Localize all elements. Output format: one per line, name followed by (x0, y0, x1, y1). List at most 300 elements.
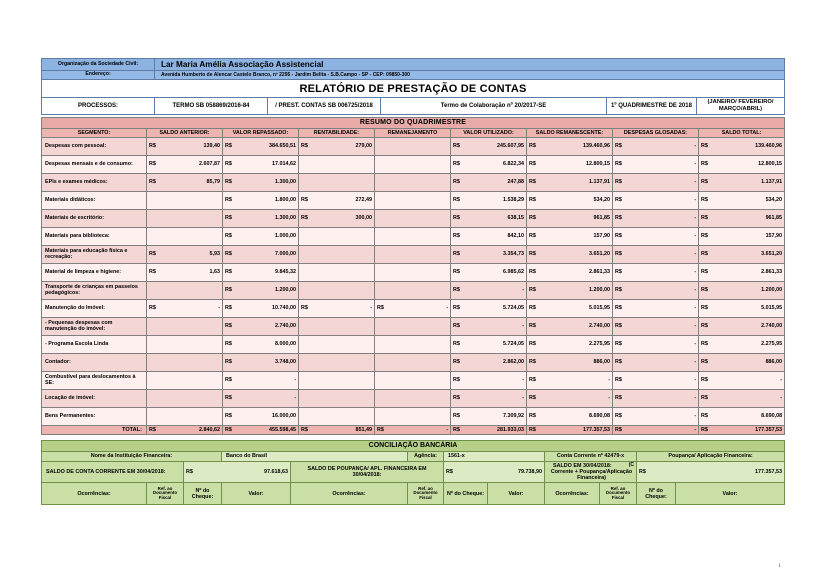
cell-saldo-anterior (147, 335, 223, 353)
currency-symbol: R$ (453, 233, 460, 240)
conciliation-table (41, 440, 785, 505)
cell-saldo-anterior (147, 209, 223, 227)
cell-despesas-glosadas (613, 263, 699, 281)
currency-symbol: R$ (453, 427, 460, 434)
currency-symbol: R$ (529, 179, 536, 186)
cell-rentabilidade (299, 137, 375, 155)
currency-symbol: R$ (529, 287, 536, 294)
value-header-2: Valor: (488, 483, 545, 505)
fiscal-doc-header-2: Ref. ao Documento Fiscal (408, 483, 444, 505)
cell-remanejamento (375, 353, 451, 371)
cell-valor-repassado (223, 389, 299, 407)
conciliation-band-row (42, 441, 785, 452)
value: - (294, 377, 296, 384)
currency-symbol: R$ (529, 305, 536, 312)
currency-symbol: R$ (225, 323, 232, 330)
cell-saldo-anterior (147, 407, 223, 425)
total-balance-label (545, 461, 637, 483)
table-row (42, 263, 785, 281)
value: 2.862,00 (503, 359, 524, 366)
value: 300,00 (355, 215, 372, 222)
currency-symbol: R$ (149, 251, 156, 258)
currency-symbol: R$ (225, 287, 232, 294)
cell-rentabilidade (299, 227, 375, 245)
total-saldo-anterior (147, 425, 223, 434)
currency-symbol: R$ (529, 161, 536, 168)
cell-saldo-total (699, 155, 785, 173)
summary-band-title: RESUMO DO QUADRIMESTRE (42, 117, 785, 128)
currency-symbol: R$ (529, 395, 536, 402)
currency-symbol: R$ (446, 468, 453, 475)
occurrences-header-1: Ocorrências: (42, 483, 147, 505)
row-segment-label: Locação de imóvel: (42, 389, 147, 407)
currency-symbol: R$ (701, 269, 708, 276)
col-rentabilidade: RENTABILIDADE: (299, 128, 375, 137)
cell-rentabilidade (299, 263, 375, 281)
currency-symbol: R$ (225, 251, 232, 258)
cell-remanejamento (375, 335, 451, 353)
cell-saldo-remanescente (527, 263, 613, 281)
cell-valor-repassado (223, 245, 299, 263)
value: - (694, 287, 696, 294)
table-row (42, 371, 785, 389)
currency-symbol: R$ (529, 215, 536, 222)
cell-saldo-total (699, 299, 785, 317)
value: - (522, 377, 524, 384)
value: - (608, 377, 610, 384)
currency-symbol: R$ (377, 427, 384, 434)
cell-valor-repassado (223, 263, 299, 281)
cell-saldo-remanescente (527, 335, 613, 353)
table-row (42, 353, 785, 371)
org-row (42, 59, 785, 71)
total-valor-utilizado (451, 425, 527, 434)
cell-saldo-remanescente (527, 227, 613, 245)
col-saldo-total: SALDO TOTAL: (699, 128, 785, 137)
table-row (42, 407, 785, 425)
currency-symbol: R$ (149, 179, 156, 186)
currency-symbol: R$ (453, 143, 460, 150)
value: 17.014,62 (272, 161, 296, 168)
address-value: Avenida Humberto de Alencar Castelo Branco, nº 2295 - Jardim Belita - S.B.Campo - SP - CEP: 09850-300 (155, 71, 785, 80)
cell-despesas-glosadas (613, 155, 699, 173)
currency-symbol: R$ (453, 395, 460, 402)
check-number-header-3: Nº do Cheque: (637, 483, 676, 505)
cell-saldo-anterior (147, 353, 223, 371)
table-row (42, 191, 785, 209)
cell-remanejamento (375, 407, 451, 425)
row-segment-label: Materiais de escritório: (42, 209, 147, 227)
total-balance-prefix: (C (628, 461, 634, 468)
cell-despesas-glosadas (613, 209, 699, 227)
cell-valor-repassado (223, 155, 299, 173)
cell-valor-utilizado (451, 191, 527, 209)
currency-symbol: R$ (453, 323, 460, 330)
value: 961,85 (593, 215, 610, 222)
currency-symbol: R$ (701, 233, 708, 240)
cell-despesas-glosadas (613, 317, 699, 335)
cell-saldo-anterior (147, 263, 223, 281)
currency-symbol: R$ (453, 161, 460, 168)
value: 1.137,91 (761, 179, 783, 186)
value: 139.460,96 (583, 143, 610, 150)
total-remanejamento (375, 425, 451, 434)
cell-despesas-glosadas (613, 407, 699, 425)
value: 177.357,53 (583, 427, 610, 434)
cell-valor-repassado (223, 299, 299, 317)
cell-valor-utilizado (451, 407, 527, 425)
row-segment-label: Materiais para biblioteca: (42, 227, 147, 245)
cell-despesas-glosadas (613, 353, 699, 371)
value: 139.460,96 (755, 143, 783, 150)
table-row (42, 389, 785, 407)
cell-saldo-remanescente (527, 191, 613, 209)
currency-symbol: R$ (701, 251, 708, 258)
currency-symbol: R$ (301, 215, 308, 222)
cell-valor-utilizado (451, 245, 527, 263)
row-segment-label: Material de limpeza e higiene: (42, 263, 147, 281)
table-row (42, 335, 785, 353)
cell-saldo-total (699, 137, 785, 155)
value: 139,40 (203, 143, 220, 150)
col-despesas-glosadas: DESPESAS GLOSADAS: (613, 128, 699, 137)
value: 12.800,15 (586, 161, 610, 168)
value: 8.690,08 (761, 413, 783, 420)
cell-rentabilidade (299, 245, 375, 263)
row-segment-label: Materiais para educação física e recreação: (42, 245, 147, 263)
currency-symbol: R$ (225, 269, 232, 276)
fiscal-doc-header-3: Ref. ao Documento Fiscal (600, 483, 637, 505)
table-row (42, 245, 785, 263)
col-saldo-anterior: SALDO ANTERIOR: (147, 128, 223, 137)
currency-symbol: R$ (301, 427, 308, 434)
currency-symbol: R$ (615, 413, 622, 420)
currency-symbol: R$ (615, 179, 622, 186)
address-row (42, 71, 785, 80)
cell-valor-utilizado (451, 281, 527, 299)
cell-saldo-total (699, 191, 785, 209)
balances-row (42, 461, 785, 483)
cell-saldo-total (699, 371, 785, 389)
value: 5.015,95 (761, 305, 783, 312)
bank-value[interactable]: Banco do Brasil (222, 452, 408, 461)
bank-label: Nome da Instituição Financeira: (42, 452, 222, 461)
currency-symbol: R$ (529, 427, 536, 434)
value: 534,20 (765, 197, 783, 204)
value: 79.738,90 (518, 468, 542, 475)
value: - (694, 305, 696, 312)
value: 3.354,73 (503, 251, 524, 258)
summary-body (42, 137, 785, 425)
row-segment-label: Despesas mensais e de consumo: (42, 155, 147, 173)
processes-row (42, 98, 785, 114)
cell-remanejamento (375, 317, 451, 335)
cell-remanejamento (375, 227, 451, 245)
value: 1.200,00 (589, 287, 610, 294)
value: 16.000,00 (272, 413, 296, 420)
cell-rentabilidade (299, 317, 375, 335)
table-row (42, 227, 785, 245)
row-segment-label: Transporte de crianças em passeios pedagógicos: (42, 281, 147, 299)
cell-despesas-glosadas (613, 137, 699, 155)
value: 1.200,00 (761, 287, 783, 294)
currency-symbol: R$ (377, 305, 384, 312)
currency-symbol: R$ (225, 161, 232, 168)
value: 1.300,00 (275, 179, 296, 186)
currency-symbol: R$ (301, 197, 308, 204)
value: 886,00 (765, 359, 783, 366)
value: 886,00 (593, 359, 610, 366)
cell-rentabilidade (299, 407, 375, 425)
currency-symbol: R$ (453, 251, 460, 258)
agency-label: Agência: (408, 452, 444, 461)
cell-saldo-total (699, 353, 785, 371)
currency-symbol: R$ (701, 377, 708, 384)
occurrences-header-2: Ocorrências: (291, 483, 408, 505)
cell-saldo-anterior (147, 137, 223, 155)
cell-saldo-total (699, 263, 785, 281)
cell-rentabilidade (299, 191, 375, 209)
cell-rentabilidade (299, 389, 375, 407)
table-row (42, 299, 785, 317)
cell-saldo-remanescente (527, 209, 613, 227)
currency-symbol: R$ (453, 287, 460, 294)
row-segment-label: - Pequenas despesas com manutenção do imóvel: (42, 317, 147, 335)
currency-symbol: R$ (615, 215, 622, 222)
cell-remanejamento (375, 263, 451, 281)
cell-valor-repassado (223, 317, 299, 335)
cell-despesas-glosadas (613, 281, 699, 299)
cell-saldo-total (699, 335, 785, 353)
cell-remanejamento (375, 173, 451, 191)
value: - (694, 161, 696, 168)
currency-symbol: R$ (615, 269, 622, 276)
total-despesas-glosadas (613, 425, 699, 434)
currency-symbol: R$ (453, 269, 460, 276)
cell-saldo-anterior (147, 371, 223, 389)
cell-saldo-remanescente (527, 281, 613, 299)
row-segment-label: Materiais didáticos: (42, 191, 147, 209)
value-header-1: Valor: (222, 483, 291, 505)
cell-saldo-remanescente (527, 173, 613, 191)
value: 2.740,00 (589, 323, 610, 330)
value: 455.598,45 (269, 427, 296, 434)
cell-valor-utilizado (451, 353, 527, 371)
currency-symbol: R$ (529, 269, 536, 276)
table-row (42, 173, 785, 191)
value: 8.000,00 (275, 341, 296, 348)
cell-remanejamento (375, 299, 451, 317)
currency-symbol: R$ (615, 161, 622, 168)
currency-symbol: R$ (701, 341, 708, 348)
row-segment-label: Bens Permanentes: (42, 407, 147, 425)
account-label: Conta Corrente nº 42479-x (545, 452, 637, 461)
currency-symbol: R$ (225, 413, 232, 420)
value: 384.650,51 (269, 143, 296, 150)
cell-valor-utilizado (451, 317, 527, 335)
cell-valor-repassado (223, 353, 299, 371)
currency-symbol: R$ (529, 359, 536, 366)
value: 2.861,33 (761, 269, 783, 276)
value: 1.538,29 (503, 197, 524, 204)
currency-symbol: R$ (529, 233, 536, 240)
currency-symbol: R$ (453, 413, 460, 420)
value: - (370, 305, 372, 312)
value: 157,90 (765, 233, 783, 240)
total-balance-title: SALDO EM 30/04/2018: (553, 462, 612, 469)
table-row (42, 137, 785, 155)
currency-symbol: R$ (615, 395, 622, 402)
cell-rentabilidade (299, 371, 375, 389)
currency-symbol: R$ (701, 287, 708, 294)
value: 245.607,95 (497, 143, 524, 150)
summary-table (41, 117, 785, 436)
cell-valor-repassado (223, 173, 299, 191)
value: - (218, 305, 220, 312)
conciliation-band-title: CONCILIAÇÃO BANCÁRIA (42, 441, 785, 452)
total-label: TOTAL: (42, 425, 147, 434)
value: - (694, 197, 696, 204)
summary-header-row (42, 128, 785, 137)
col-valor-utilizado: VALOR UTILIZADO: (451, 128, 527, 137)
currency-symbol: R$ (615, 251, 622, 258)
check-number-header-2: Nº do Cheque: (444, 483, 488, 505)
savings-balance-label: SALDO DE POUPANÇA/ APL. FINANCEIRA EM 30/04/2018: (291, 461, 444, 483)
currency-symbol: R$ (149, 161, 156, 168)
currency-symbol: R$ (615, 197, 622, 204)
value: 272,49 (355, 197, 372, 204)
value: 5,93 (209, 251, 220, 258)
value: 1.200,00 (275, 287, 296, 294)
currency-symbol: R$ (149, 305, 156, 312)
value: 2.607,87 (199, 161, 220, 168)
value: 177.357,53 (755, 427, 783, 434)
value: - (694, 179, 696, 186)
cell-saldo-anterior (147, 173, 223, 191)
cell-saldo-remanescente (527, 407, 613, 425)
report-sheet (41, 58, 784, 505)
cell-saldo-remanescente (527, 299, 613, 317)
currency-symbol: R$ (615, 233, 622, 240)
currency-symbol: R$ (615, 359, 622, 366)
value: 7.309,92 (503, 413, 524, 420)
org-label: Organização da Sociedade Civil: (42, 59, 155, 71)
total-saldo-total (699, 425, 785, 434)
cell-saldo-remanescente (527, 371, 613, 389)
cell-rentabilidade (299, 353, 375, 371)
cell-saldo-anterior (147, 191, 223, 209)
value: - (522, 323, 524, 330)
value: - (694, 341, 696, 348)
value: - (522, 287, 524, 294)
currency-symbol: R$ (701, 427, 708, 434)
value: 5.724,05 (503, 305, 524, 312)
value: - (446, 427, 448, 434)
currency-symbol: R$ (615, 143, 622, 150)
value: 2.740,00 (761, 323, 783, 330)
cell-remanejamento (375, 209, 451, 227)
collaboration-term: Termo de Colaboração nº 20/2017-SE (381, 98, 607, 114)
cell-rentabilidade (299, 155, 375, 173)
agency-value[interactable]: 1561-x (444, 452, 545, 461)
row-segment-label: EPIs e exames médicos: (42, 173, 147, 191)
savings-balance-value (444, 461, 545, 483)
currency-symbol: R$ (529, 251, 536, 258)
currency-symbol: R$ (453, 341, 460, 348)
total-balance-value (637, 461, 785, 483)
address-label: Endereço: (42, 71, 155, 80)
value: - (694, 427, 696, 434)
value: 157,90 (593, 233, 610, 240)
value: 638,15 (507, 215, 524, 222)
value: - (608, 395, 610, 402)
cell-despesas-glosadas (613, 227, 699, 245)
cell-valor-utilizado (451, 173, 527, 191)
currency-symbol: R$ (225, 233, 232, 240)
currency-symbol: R$ (453, 377, 460, 384)
value: 842,10 (507, 233, 524, 240)
fiscal-doc-header-1: Ref. ao Documento Fiscal (147, 483, 184, 505)
currency-symbol: R$ (701, 323, 708, 330)
value: - (780, 377, 783, 384)
table-row (42, 317, 785, 335)
cell-remanejamento (375, 245, 451, 263)
value: - (694, 395, 696, 402)
value: - (694, 377, 696, 384)
page-title: RELATÓRIO DE PRESTAÇÃO DE CONTAS (42, 80, 785, 98)
occurrences-header-3: Ocorrências: (545, 483, 600, 505)
cell-remanejamento (375, 155, 451, 173)
value: 7.000,00 (275, 251, 296, 258)
total-valor-repassado (223, 425, 299, 434)
value: 1.137,91 (589, 179, 610, 186)
value: 2.275,95 (589, 341, 610, 348)
currency-symbol: R$ (225, 215, 232, 222)
currency-symbol: R$ (453, 197, 460, 204)
value: - (294, 395, 296, 402)
cell-valor-repassado (223, 371, 299, 389)
cell-valor-utilizado (451, 299, 527, 317)
currency-symbol: R$ (701, 179, 708, 186)
currency-symbol: R$ (453, 359, 460, 366)
value: - (694, 233, 696, 240)
savings-label: Poupança/ Aplicação Financeira: (637, 452, 785, 461)
cell-valor-repassado (223, 281, 299, 299)
value: - (694, 359, 696, 366)
months-range: (JANEIRO/ FEVEREIRO/ MARÇO/ABRIL) (697, 98, 785, 114)
cell-saldo-anterior (147, 155, 223, 173)
value: - (522, 395, 524, 402)
col-valor-repassado: VALOR REPASSADO: (223, 128, 299, 137)
value: 5.015,95 (589, 305, 610, 312)
cell-valor-repassado (223, 137, 299, 155)
bank-info-row (42, 452, 785, 461)
currency-symbol: R$ (225, 427, 232, 434)
row-segment-label: Despesas com pessoal: (42, 137, 147, 155)
summary-total-row (42, 425, 785, 434)
value: 1.000,00 (275, 233, 296, 240)
cell-rentabilidade (299, 281, 375, 299)
currency-symbol: R$ (701, 161, 708, 168)
currency-symbol: R$ (453, 305, 460, 312)
currency-symbol: R$ (615, 427, 622, 434)
cell-saldo-anterior (147, 245, 223, 263)
cell-saldo-anterior (147, 299, 223, 317)
currency-symbol: R$ (225, 179, 232, 186)
total-balance-subtitle: Corrente + Poupança/Aplicação Financeira) (550, 468, 633, 482)
currency-symbol: R$ (529, 413, 536, 420)
value: 3.748,00 (275, 359, 296, 366)
